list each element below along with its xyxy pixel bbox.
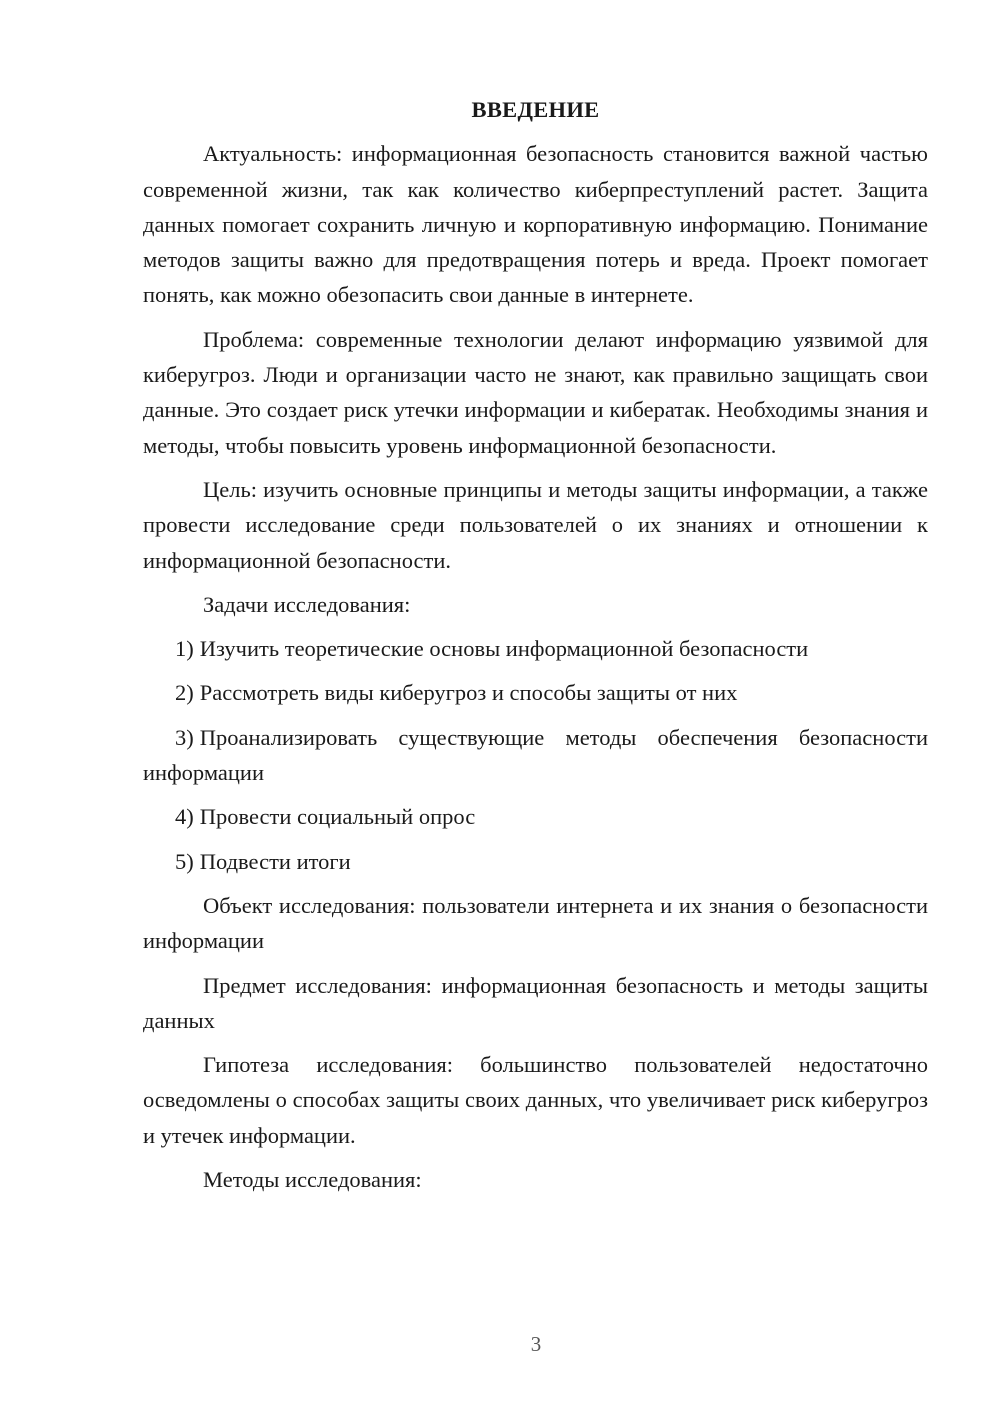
paragraph-relevance: Актуальность: информационная безопасность становится важной частью современной жизни, так как количество киберпреступлений растет. Защита данных помогает сохранить личную и корпоративную информацию. Понимание методов защиты важно для предотвращения потерь и вреда. Проект помогает понять, как можно обезопасить свои данные в интернете.	[143, 141, 928, 308]
list-item-text: Проанализировать существующие методы обеспечения безопасности информации	[143, 724, 928, 786]
list-item-text: Изучить теоретические основы информационной безопасности	[199, 636, 809, 662]
list-item-text: Рассмотреть виды киберугроз и способы защиты от них	[199, 680, 738, 706]
paragraph-problem: Проблема: современные технологии делают информацию уязвимой для киберугроз. Люди и организации часто не знают, как правильно защищать свои данные. Это создает риск утечки информации и кибератак. Необходимы знания и методы, чтобы повысить уровень информационной безопасности.	[143, 326, 928, 458]
paragraph-hypothesis: Гипотеза исследования: большинство пользователей недостаточно осведомлены о способах защиты своих данных, что увеличивает риск киберугроз и утечек информации.	[143, 1052, 928, 1148]
list-item-number: 4)	[175, 804, 194, 830]
list-item	[143, 631, 928, 666]
paragraph-goal: Цель: изучить основные принципы и методы защиты информации, а также провести исследование среди пользователей о их знаниях и отношении к информационной безопасности.	[143, 476, 928, 573]
list-item-text: Подвести итоги	[199, 848, 351, 874]
list-item-number: 5)	[175, 848, 194, 874]
tasks-list	[143, 631, 928, 879]
page-content	[143, 92, 928, 1206]
section-heading: ВВЕДЕНИЕ	[471, 97, 600, 122]
paragraph-object: Объект исследования: пользователи интернета и их знания о безопасности информации	[143, 892, 928, 954]
paragraph-tasks-title: Задачи исследования:	[203, 591, 411, 617]
list-item-text: Провести социальный опрос	[199, 804, 476, 830]
list-item	[143, 844, 928, 879]
list-item	[143, 675, 928, 710]
list-item-number: 1)	[175, 636, 194, 662]
paragraph-methods-title: Методы исследования:	[203, 1167, 422, 1193]
list-item	[143, 720, 928, 791]
list-item-number: 3)	[175, 724, 194, 750]
paragraph-subject: Предмет исследования: информационная безопасность и методы защиты данных	[143, 972, 928, 1033]
list-item	[143, 799, 928, 834]
list-item-number: 2)	[175, 680, 194, 706]
page-number: 3	[530, 1332, 542, 1356]
